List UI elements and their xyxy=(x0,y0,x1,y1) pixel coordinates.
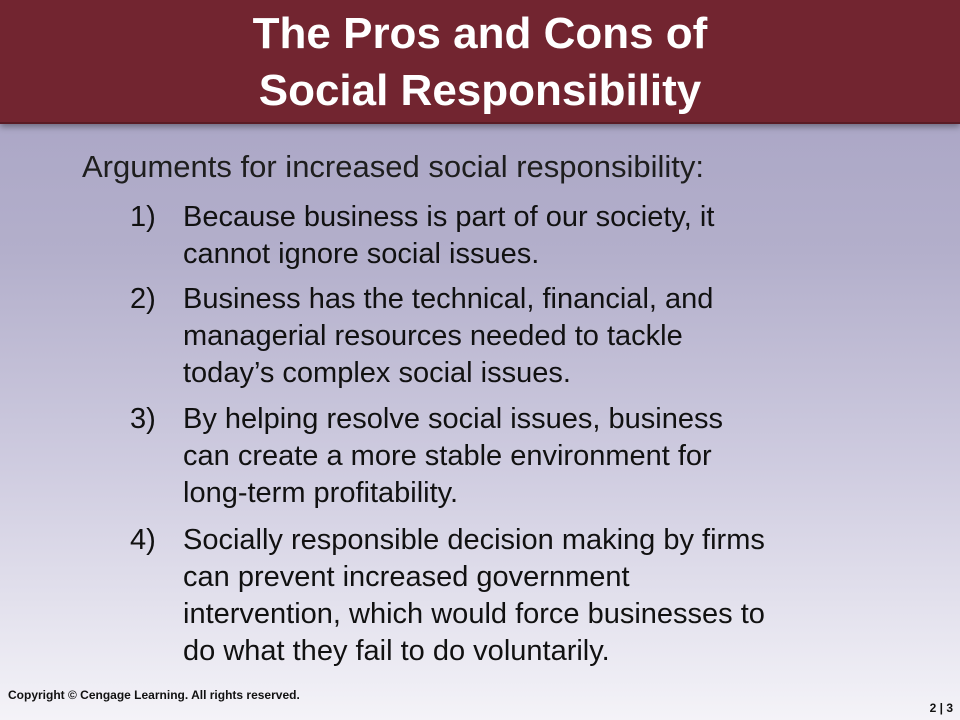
list-item-text xyxy=(183,401,913,512)
list-item-line: By helping resolve social issues, business xyxy=(183,403,723,435)
title-bar xyxy=(0,0,960,124)
list-item-line: today’s complex social issues. xyxy=(183,357,571,389)
list-item-number: 4) xyxy=(130,524,156,556)
list-item-line: Socially responsible decision making by firms xyxy=(183,524,765,556)
list-item-line: Business has the technical, financial, and xyxy=(183,283,714,315)
list-item-number: 1) xyxy=(130,201,156,233)
list-item-line: cannot ignore social issues. xyxy=(183,238,540,270)
list-item-line: can create a more stable environment for xyxy=(183,440,712,472)
list-item-number: 3) xyxy=(130,403,156,435)
list-item-line: Because business is part of our society, it xyxy=(183,201,715,233)
page-number: 2 | 3 xyxy=(929,701,953,715)
slide-title-line-1: The Pros and Cons of xyxy=(252,9,708,58)
list-item-text xyxy=(183,199,913,273)
list-item-line: managerial resources needed to tackle xyxy=(183,320,683,352)
list-item-line: intervention, which would force businesses to xyxy=(183,598,765,630)
list-item-line: can prevent increased government xyxy=(183,561,630,593)
list-item-line: long-term profitability. xyxy=(183,477,459,509)
slide-title-line-2: Social Responsibility xyxy=(258,66,702,115)
list-item-text xyxy=(183,281,913,392)
intro-heading: Arguments for increased social responsibility: xyxy=(82,149,704,184)
list-item-number: 2) xyxy=(130,283,156,315)
list-item-line: do what they fail to do voluntarily. xyxy=(183,635,610,667)
list-item-text xyxy=(183,522,913,670)
copyright-notice: Copyright © Cengage Learning. All rights reserved. xyxy=(8,688,300,702)
